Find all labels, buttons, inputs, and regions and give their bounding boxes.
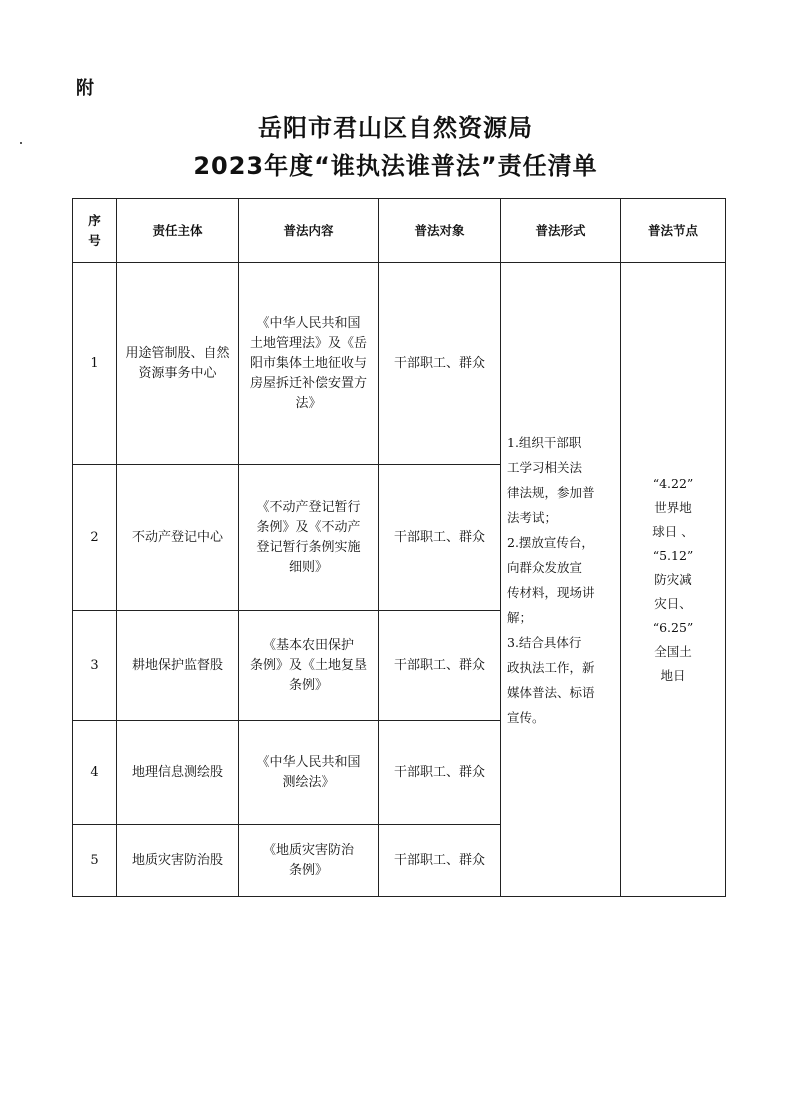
row-audience: 干部职工、群众 bbox=[379, 465, 501, 611]
page-title-line2: 2023年度“谁执法谁普法”责任清单 bbox=[193, 152, 598, 180]
node-cell bbox=[621, 263, 726, 897]
row-index: 5 bbox=[73, 825, 117, 897]
table-header-row bbox=[73, 199, 726, 263]
header-node: 普法节点 bbox=[621, 199, 726, 263]
responsibility-table bbox=[72, 198, 726, 897]
row-subject: 用途管制股、自然 资源事务中心 bbox=[117, 263, 239, 465]
row-subject: 耕地保护监督股 bbox=[117, 611, 239, 721]
attachment-label: 附 bbox=[76, 78, 94, 99]
table-row bbox=[73, 263, 726, 465]
row-audience: 干部职工、群众 bbox=[379, 721, 501, 825]
row-audience: 干部职工、群众 bbox=[379, 263, 501, 465]
form-text: 1.组织干部职 工学习相关法 律法规，参加普 法考试； 2.摆放宣传台， 向群众发放宣 传材料，现场讲 解； 3.结合具体行 政执法工作，新 媒体普法、标语 宣传。 bbox=[507, 434, 595, 725]
header-form: 普法形式 bbox=[501, 199, 621, 263]
header-audience: 普法对象 bbox=[379, 199, 501, 263]
header-index: 序 号 bbox=[73, 199, 117, 263]
row-index: 1 bbox=[73, 263, 117, 465]
row-content: 《中华人民共和国 测绘法》 bbox=[239, 721, 379, 825]
row-content: 《地质灾害防治 条例》 bbox=[239, 825, 379, 897]
row-subject: 地理信息测绘股 bbox=[117, 721, 239, 825]
row-subject: 地质灾害防治股 bbox=[117, 825, 239, 897]
header-content: 普法内容 bbox=[239, 199, 379, 263]
row-subject: 不动产登记中心 bbox=[117, 465, 239, 611]
row-audience: 干部职工、群众 bbox=[379, 825, 501, 897]
form-cell bbox=[501, 263, 621, 897]
row-index: 3 bbox=[73, 611, 117, 721]
row-content: 《基本农田保护 条例》及《土地复垦 条例》 bbox=[239, 611, 379, 721]
header-subject: 责任主体 bbox=[117, 199, 239, 263]
row-index: 4 bbox=[73, 721, 117, 825]
row-content: 《中华人民共和国 土地管理法》及《岳 阳市集体土地征收与 房屋拆迁补偿安置方 法》 bbox=[239, 263, 379, 465]
row-index: 2 bbox=[73, 465, 117, 611]
row-audience: 干部职工、群众 bbox=[379, 611, 501, 721]
node-text: “4.22” 世界地 球日 、 “5.12” 防灾减 灾日、 “6.25” 全国土 地日 bbox=[652, 475, 694, 683]
page-title-line1: 岳阳市君山区自然资源局 bbox=[258, 114, 533, 142]
row-content: 《不动产登记暂行 条例》及《不动产 登记暂行条例实施 细则》 bbox=[239, 465, 379, 611]
